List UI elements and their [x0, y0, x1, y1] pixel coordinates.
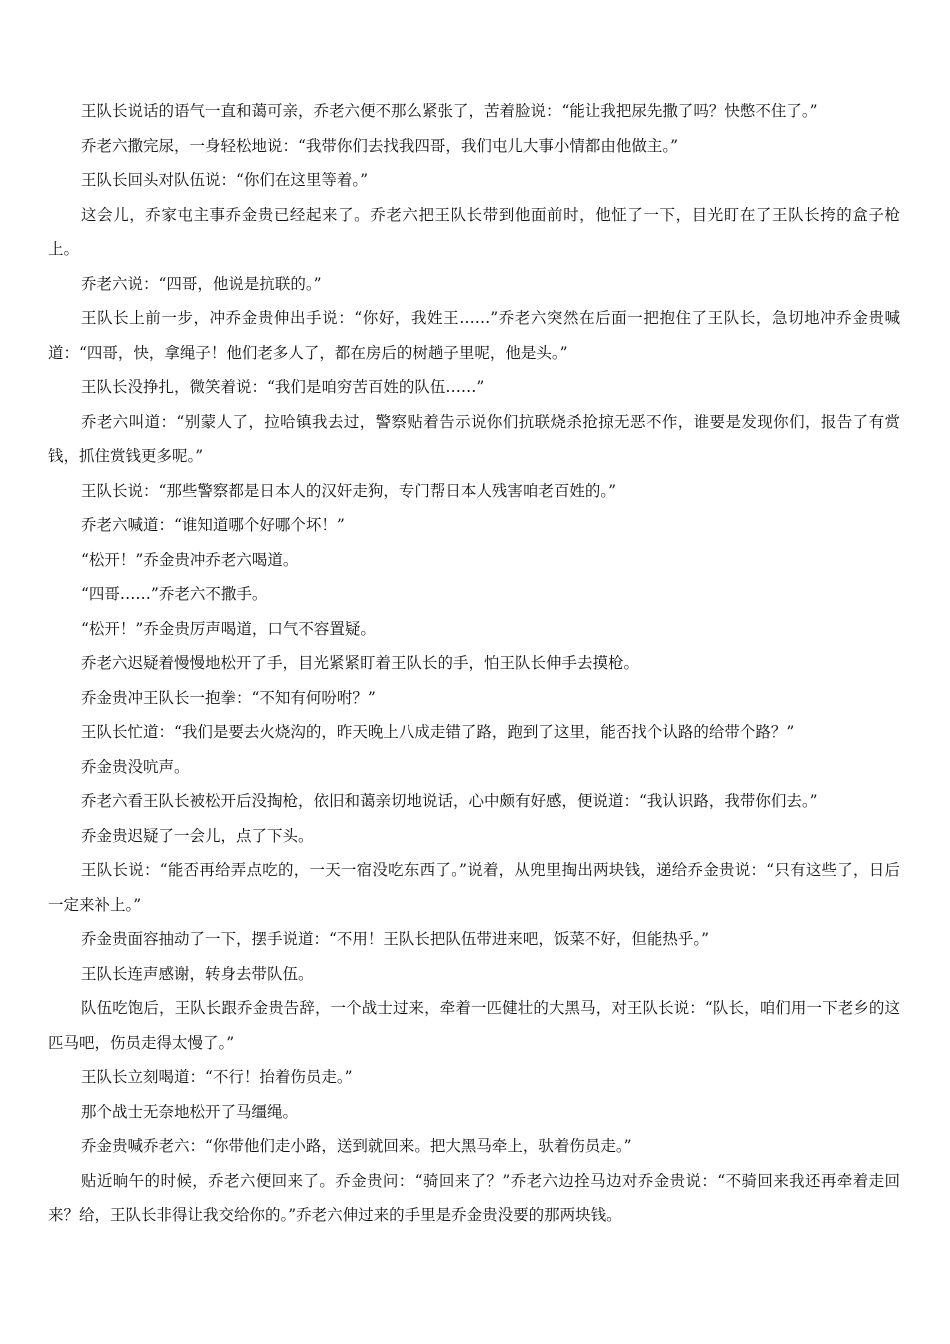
- paragraph-21: 乔金贵面容抽动了一下，摆手说道：“不用！王队长把队伍带进来吧，饭菜不好，但能热乎。”: [81, 930, 710, 948]
- paragraph-13: “松开！”乔金贵厉声喝道，口气不容置疑。: [81, 619, 376, 638]
- paragraph-16: 王队长忙道：“我们是要去火烧沟的，昨天晚上八成走错了路，跑到了这里，能否找个认路的给带个路？”: [81, 723, 795, 741]
- paragraph-1: 王队长说话的语气一直和蔼可亲，乔老六便不那么紧张了，苦着脸说：“能让我把尿先撒了吗？快憋不住了。”: [81, 102, 818, 120]
- paragraph-2: 乔老六撒完尿，一身轻松地说：“我带你们去找我四哥，我们屯儿大事小情都由他做主。”: [81, 136, 679, 155]
- paragraph-23: 队伍吃饱后，王队长跟乔金贵告辞，一个战士过来，牵着一匹健壮的大黑马，对王队长说：“队长，咱们用一下老乡的这匹马吧，伤员走得太慢了。”: [48, 999, 900, 1052]
- paragraph-9: 王队长说：“那些警察都是日本人的汉奸走狗，专门帮日本人残害咱老百姓的。”: [81, 481, 617, 500]
- paragraph-17: 乔金贵没吭声。: [81, 757, 190, 776]
- paragraph-24: 王队长立刻喝道：“不行！抬着伤员走。”: [81, 1068, 353, 1086]
- paragraph-11: “松开！”乔金贵冲乔老六喝道。: [81, 550, 299, 569]
- paragraph-14: 乔老六迟疑着慢慢地松开了手，目光紧紧盯着王队长的手，怕王队长伸手去摸枪。: [81, 654, 640, 672]
- paragraph-4: 这会儿，乔家屯主事乔金贵已经起来了。乔老六把王队长带到他面前时，他怔了一下，目光盯在了王队长挎的盒子枪上。: [48, 205, 900, 258]
- paragraph-25: 那个战士无奈地松开了马缰绳。: [81, 1102, 299, 1121]
- paragraph-7: 王队长没挣扎，微笑着说：“我们是咱穷苦百姓的队伍……”: [81, 378, 485, 396]
- paragraph-12: “四哥……”乔老六不撒手。: [81, 585, 268, 603]
- paragraph-19: 乔金贵迟疑了一会儿，点了下头。: [81, 826, 314, 845]
- document-page: [48, 94, 900, 1233]
- paragraph-10: 乔老六喊道：“谁知道哪个好哪个坏！”: [81, 516, 345, 534]
- paragraph-15: 乔金贵冲王队长一抱拳：“不知有何吩咐？”: [81, 688, 376, 707]
- paragraph-3: 王队长回头对队伍说：“你们在这里等着。”: [81, 171, 369, 189]
- paragraph-22: 王队长连声感谢，转身去带队伍。: [81, 964, 314, 983]
- paragraph-26: 乔金贵喊乔老六：“你带他们走小路，送到就回来。把大黑马牵上，驮着伤员走。”: [81, 1137, 632, 1155]
- paragraph-8: 乔老六叫道：“别蒙人了，拉哈镇我去过，警察贴着告示说你们抗联烧杀抢掠无恶不作，谁要是发现你们，报告了有赏钱，抓住赏钱更多呢。”: [48, 412, 900, 465]
- paragraph-6: 王队长上前一步，冲乔金贵伸出手说：“你好，我姓王……”乔老六突然在后面一把抱住了王队长，急切地冲乔金贵喊道：“四哥，快，拿绳子！他们老多人了，都在房后的树趟子里呢，他是头。”: [48, 309, 900, 362]
- paragraph-5: 乔老六说：“四哥，他说是抗联的。”: [81, 274, 322, 293]
- paragraph-27: 贴近晌午的时候，乔老六便回来了。乔金贵问：“骑回来了？”乔老六边拴马边对乔金贵说：“不骑回来我还再牵着走回来？给，王队长非得让我交给你的。”乔老六伸过来的手里是乔金贵没要的那两块钱。: [48, 1171, 900, 1224]
- paragraph-18: 乔老六看王队长被松开后没掏枪，依旧和蔼亲切地说话，心中颇有好感，便说道：“我认识路，我带你们去。”: [81, 792, 818, 810]
- paragraph-20: 王队长说：“能否再给弄点吃的，一天一宿没吃东西了。”说着，从兜里掏出两块钱，递给乔金贵说：“只有这些了，日后一定来补上。”: [48, 861, 900, 914]
